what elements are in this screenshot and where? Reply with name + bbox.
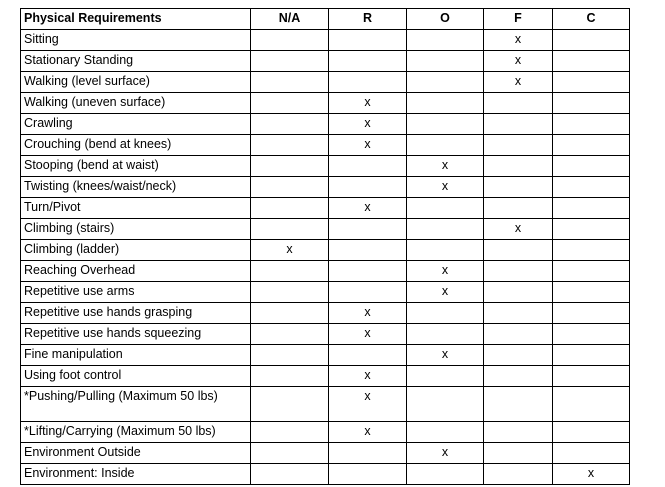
mark-cell-r: x	[329, 114, 407, 135]
mark-cell-c	[553, 93, 630, 114]
table-row	[21, 51, 630, 72]
mark-cell-o	[407, 303, 484, 324]
table-row	[21, 345, 630, 366]
mark-cell-f	[484, 282, 553, 303]
requirement-label: Stationary Standing	[21, 51, 251, 72]
requirement-label: Repetitive use hands grasping	[21, 303, 251, 324]
mark-cell-r	[329, 261, 407, 282]
table-row	[21, 324, 630, 345]
mark-cell-c	[553, 198, 630, 219]
mark-cell-na	[251, 156, 329, 177]
requirement-label: Climbing (ladder)	[21, 240, 251, 261]
mark-cell-r	[329, 30, 407, 51]
mark-cell-na	[251, 30, 329, 51]
mark-cell-c	[553, 261, 630, 282]
table-row	[21, 464, 630, 485]
table-body	[21, 30, 630, 485]
mark-cell-o: x	[407, 282, 484, 303]
mark-cell-f	[484, 422, 553, 443]
table-row	[21, 240, 630, 261]
mark-cell-o	[407, 72, 484, 93]
mark-cell-c	[553, 324, 630, 345]
requirement-label: Crawling	[21, 114, 251, 135]
mark-cell-na	[251, 114, 329, 135]
table-row	[21, 443, 630, 464]
mark-cell-f: x	[484, 30, 553, 51]
mark-cell-f	[484, 303, 553, 324]
mark-cell-f	[484, 261, 553, 282]
mark-cell-na	[251, 177, 329, 198]
mark-cell-c	[553, 51, 630, 72]
mark-cell-r	[329, 51, 407, 72]
mark-cell-f	[484, 345, 553, 366]
mark-cell-r	[329, 72, 407, 93]
mark-cell-na	[251, 93, 329, 114]
requirement-label: Using foot control	[21, 366, 251, 387]
mark-cell-c	[553, 30, 630, 51]
mark-cell-c	[553, 240, 630, 261]
mark-cell-f	[484, 240, 553, 261]
mark-cell-r: x	[329, 324, 407, 345]
mark-cell-c	[553, 422, 630, 443]
mark-cell-f	[484, 198, 553, 219]
table-row	[21, 156, 630, 177]
mark-cell-o: x	[407, 345, 484, 366]
mark-cell-na	[251, 72, 329, 93]
mark-cell-na	[251, 282, 329, 303]
mark-cell-c	[553, 156, 630, 177]
mark-cell-o	[407, 93, 484, 114]
mark-cell-r: x	[329, 366, 407, 387]
requirement-label: Environment Outside	[21, 443, 251, 464]
mark-cell-r: x	[329, 422, 407, 443]
mark-cell-na	[251, 51, 329, 72]
table-row	[21, 261, 630, 282]
mark-cell-r	[329, 443, 407, 464]
mark-cell-c	[553, 135, 630, 156]
requirement-label: Twisting (knees/waist/neck)	[21, 177, 251, 198]
mark-cell-r	[329, 240, 407, 261]
mark-cell-o	[407, 324, 484, 345]
mark-cell-na	[251, 198, 329, 219]
requirement-label: Repetitive use hands squeezing	[21, 324, 251, 345]
mark-cell-o	[407, 366, 484, 387]
mark-cell-o	[407, 219, 484, 240]
mark-cell-r: x	[329, 198, 407, 219]
table-row	[21, 198, 630, 219]
requirement-label: Walking (uneven surface)	[21, 93, 251, 114]
mark-cell-na	[251, 345, 329, 366]
mark-cell-c	[553, 345, 630, 366]
mark-cell-f: x	[484, 219, 553, 240]
mark-cell-o	[407, 114, 484, 135]
requirement-label: *Lifting/Carrying (Maximum 50 lbs)	[21, 422, 251, 443]
column-header-c: C	[553, 9, 630, 30]
table-row	[21, 93, 630, 114]
column-header-f: F	[484, 9, 553, 30]
table-header-row	[21, 9, 630, 30]
mark-cell-o: x	[407, 443, 484, 464]
requirement-label: *Pushing/Pulling (Maximum 50 lbs)	[21, 387, 251, 422]
mark-cell-f: x	[484, 51, 553, 72]
mark-cell-c	[553, 177, 630, 198]
mark-cell-c	[553, 443, 630, 464]
mark-cell-o: x	[407, 177, 484, 198]
requirement-label: Repetitive use arms	[21, 282, 251, 303]
mark-cell-na: x	[251, 240, 329, 261]
mark-cell-c	[553, 114, 630, 135]
mark-cell-na	[251, 443, 329, 464]
mark-cell-c: x	[553, 464, 630, 485]
requirement-label: Stooping (bend at waist)	[21, 156, 251, 177]
mark-cell-r	[329, 464, 407, 485]
mark-cell-na	[251, 464, 329, 485]
mark-cell-c	[553, 219, 630, 240]
requirement-label: Walking (level surface)	[21, 72, 251, 93]
mark-cell-na	[251, 387, 329, 422]
mark-cell-c	[553, 282, 630, 303]
mark-cell-r	[329, 282, 407, 303]
table-row	[21, 135, 630, 156]
mark-cell-r: x	[329, 93, 407, 114]
mark-cell-c	[553, 303, 630, 324]
mark-cell-r	[329, 219, 407, 240]
requirement-label: Climbing (stairs)	[21, 219, 251, 240]
mark-cell-f	[484, 366, 553, 387]
column-header-physical-requirements: Physical Requirements	[21, 9, 251, 30]
mark-cell-f	[484, 324, 553, 345]
mark-cell-o	[407, 387, 484, 422]
mark-cell-f	[484, 135, 553, 156]
mark-cell-na	[251, 303, 329, 324]
mark-cell-r	[329, 156, 407, 177]
mark-cell-r: x	[329, 303, 407, 324]
column-header-o: O	[407, 9, 484, 30]
mark-cell-c	[553, 366, 630, 387]
mark-cell-r: x	[329, 387, 407, 422]
table-row	[21, 387, 630, 422]
mark-cell-c	[553, 72, 630, 93]
mark-cell-f	[484, 387, 553, 422]
mark-cell-o: x	[407, 261, 484, 282]
mark-cell-na	[251, 422, 329, 443]
column-header-r: R	[329, 9, 407, 30]
table-row	[21, 366, 630, 387]
mark-cell-o	[407, 30, 484, 51]
table-row	[21, 30, 630, 51]
requirement-label: Fine manipulation	[21, 345, 251, 366]
mark-cell-o	[407, 198, 484, 219]
physical-requirements-table	[20, 8, 630, 485]
requirement-label: Environment: Inside	[21, 464, 251, 485]
mark-cell-r	[329, 177, 407, 198]
table-row	[21, 219, 630, 240]
requirement-label: Reaching Overhead	[21, 261, 251, 282]
mark-cell-f	[484, 443, 553, 464]
mark-cell-na	[251, 261, 329, 282]
mark-cell-f	[484, 93, 553, 114]
mark-cell-c	[553, 387, 630, 422]
mark-cell-o	[407, 240, 484, 261]
mark-cell-o	[407, 422, 484, 443]
table-row	[21, 303, 630, 324]
requirement-label: Turn/Pivot	[21, 198, 251, 219]
table-row	[21, 422, 630, 443]
mark-cell-na	[251, 219, 329, 240]
mark-cell-o	[407, 135, 484, 156]
mark-cell-o: x	[407, 156, 484, 177]
mark-cell-f	[484, 464, 553, 485]
mark-cell-na	[251, 366, 329, 387]
mark-cell-r: x	[329, 135, 407, 156]
mark-cell-o	[407, 51, 484, 72]
requirement-label: Sitting	[21, 30, 251, 51]
mark-cell-na	[251, 135, 329, 156]
mark-cell-f	[484, 114, 553, 135]
table-row	[21, 72, 630, 93]
mark-cell-r	[329, 345, 407, 366]
table-row	[21, 114, 630, 135]
mark-cell-na	[251, 324, 329, 345]
mark-cell-f	[484, 156, 553, 177]
mark-cell-o	[407, 464, 484, 485]
mark-cell-f: x	[484, 72, 553, 93]
requirement-label: Crouching (bend at knees)	[21, 135, 251, 156]
column-header-na: N/A	[251, 9, 329, 30]
table-row	[21, 177, 630, 198]
mark-cell-f	[484, 177, 553, 198]
table-row	[21, 282, 630, 303]
